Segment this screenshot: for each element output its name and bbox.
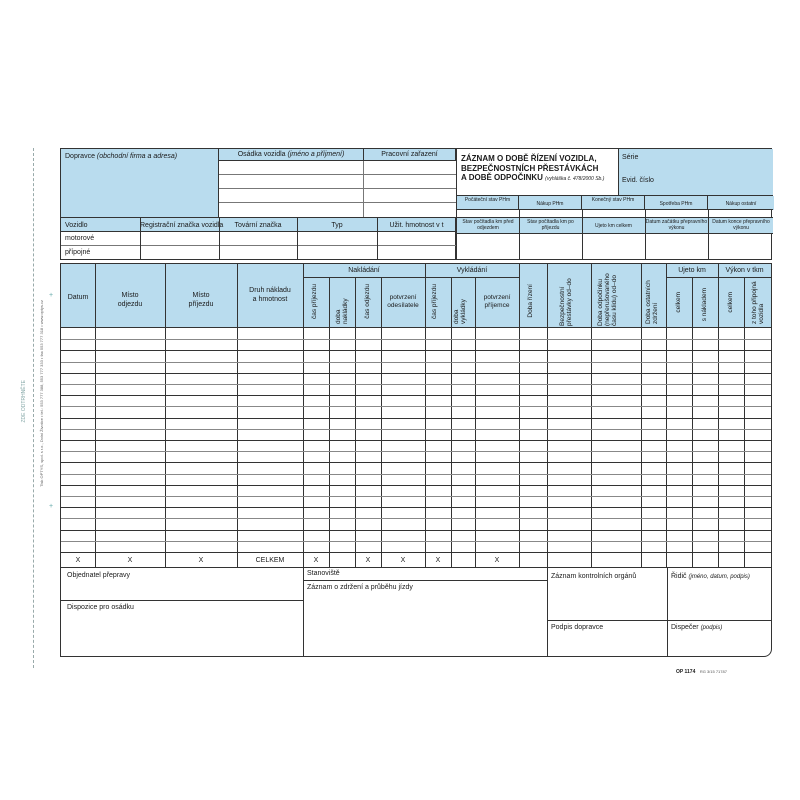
- cas-prijezdu-header: čas příjezdu: [311, 284, 318, 320]
- cas-odjezdu-header: čas odjezdu: [364, 284, 371, 319]
- doba-odpocinku-header: Doba odpočinku (nepřerušovaného času klidu) od–do: [597, 273, 618, 326]
- nakladani-header: Nakládání: [348, 267, 380, 274]
- dispecer-label-row: [671, 624, 722, 632]
- registracni-label: Registrační značka vozidla: [140, 222, 224, 229]
- doba-rizeni-header: Doba řízení: [527, 284, 534, 318]
- pracovni-header: [364, 149, 456, 161]
- total-x-cas-prijezdu: X: [313, 557, 319, 564]
- bezp-prestavky-header: Bezpečnostní přestávky od–do: [559, 278, 573, 326]
- dopravce-label: Dopravce: [65, 153, 95, 160]
- serie-label: Série: [622, 154, 639, 161]
- form-code: [676, 660, 727, 678]
- doba-vykladky-header: doba vykládky: [453, 299, 467, 324]
- form-code-small: RG 3/15 71787: [699, 669, 727, 674]
- stav-values[interactable]: [456, 233, 773, 259]
- misto-odjezdu-header: Místo odjezdu: [117, 292, 143, 308]
- main-table: [60, 263, 772, 657]
- print-info: [38, 300, 48, 500]
- stanoviste-label: Stanoviště: [307, 570, 340, 577]
- s-nakladem-header: s nákladem: [701, 288, 708, 322]
- vozidlo-header-row: [61, 217, 456, 231]
- vykon-tkm-header: Výkon v tkm: [725, 267, 764, 274]
- objednatel-label: Objednatel přepravy: [67, 572, 131, 579]
- phm-cell-0: Počáteční stav PHm: [457, 196, 519, 210]
- ridic-label-row: [671, 573, 750, 581]
- ridic-note: (jméno, datum, podpis): [688, 574, 750, 580]
- serie-box[interactable]: [618, 149, 773, 195]
- phm-cell-1: Nákup PHm: [519, 196, 582, 210]
- cross-mark-bottom: +: [49, 503, 54, 510]
- form-title-line-3: A DOBĚ ODPOČINKU (vyhláška č. 478/2000 Sb.): [461, 173, 605, 182]
- osadka-header: [219, 149, 364, 161]
- top-section: [60, 148, 772, 260]
- total-celkem: CELKEM: [255, 557, 285, 564]
- tovarni-label: Tovární značka: [234, 222, 282, 229]
- cas-prijezdu2-header: čas příjezdu: [431, 284, 438, 320]
- vykladani-header: Vykládání: [456, 267, 488, 274]
- bottom-section: [61, 568, 771, 656]
- dispecer-label: Dispečer: [671, 624, 699, 631]
- ridic-label: Řidič: [671, 573, 687, 580]
- cross-mark-top: +: [49, 292, 54, 299]
- druh-header: Druh nákladu a hmotnost: [249, 287, 291, 303]
- tear-label-text: ZDE ODTRHNĚTE: [21, 380, 27, 423]
- phm-cell-2: Konečný stav PHm: [582, 196, 645, 210]
- stav-cell-3: Datum začátku přepravního výkonu: [645, 219, 708, 231]
- phm-values[interactable]: [456, 209, 773, 217]
- form-title-box: [456, 149, 618, 195]
- total-x-prijemce: X: [494, 557, 500, 564]
- pracovni-label: Pracovní zařazení: [381, 151, 438, 158]
- kontrolni-label: Záznam kontrolních orgánů: [551, 573, 637, 580]
- dopravce-note: (obchodní firma a adresa): [96, 153, 178, 160]
- z-toho-header: z toho připojná vozidla: [751, 281, 765, 324]
- misto-prijezdu-header: Místo příjezdu: [188, 292, 214, 308]
- stav-header-row: [456, 217, 773, 233]
- doba-nakladky-header: doba nakládky: [335, 298, 349, 324]
- form-title-line-1: ZÁZNAM O DOBĚ ŘÍZENÍ VOZIDLA,: [461, 154, 597, 163]
- stav-cell-0: Stav počítadla km před odjezdem: [462, 219, 514, 231]
- zaznam-zdrzeni-label: Záznam o zdržení a průběhu jízdy: [307, 584, 413, 591]
- osadka-label: Osádka vozidla: [237, 151, 286, 158]
- total-x-cas-odjezdu: X: [365, 557, 371, 564]
- vozidlo-rows[interactable]: [61, 231, 456, 259]
- celkem2-header: celkem: [727, 292, 734, 313]
- total-x-odesilatel: X: [400, 557, 406, 564]
- total-x-odjezd: X: [127, 557, 133, 564]
- hmotnost-label: Užit. hmotnost v t: [389, 222, 444, 229]
- ujeto-km-header: Ujeto km: [678, 267, 706, 274]
- stav-cell-4: Datum konce přepravního výkonu: [712, 219, 770, 231]
- tear-line: [33, 148, 34, 668]
- dopravce-label-row: [65, 153, 177, 161]
- form-title: [461, 154, 604, 185]
- podpis-dopravce-label: Podpis dopravce: [551, 624, 604, 631]
- celkem-header: celkem: [675, 292, 682, 313]
- stav-cell-2: Ujeto km celkem: [595, 223, 632, 229]
- stav-cell-1: Stav počítadla km po příjezdu: [527, 219, 574, 231]
- totals-row: [61, 552, 771, 568]
- typ-label: Typ: [331, 222, 343, 229]
- data-rows[interactable]: [61, 328, 771, 552]
- dopravce-box[interactable]: [61, 149, 219, 217]
- potvrzeni-odesilatele-header: potvrzení odesílatele: [387, 294, 419, 309]
- phm-cell-3: Spotřeba PHm: [645, 196, 708, 210]
- form-code-main: OP 1174: [676, 669, 696, 675]
- osadka-note: (jméno a příjmení): [287, 151, 345, 158]
- dispozice-label: Dispozice pro osádku: [67, 604, 134, 611]
- datum-header: Datum: [67, 294, 89, 301]
- total-x-prijezd: X: [198, 557, 204, 564]
- potvrzeni-prijemce-header: potvrzení příjemce: [483, 294, 511, 309]
- phm-cell-4: Nákup ostatní: [708, 196, 774, 210]
- form-title-line-2: BEZPEČNOSTNÍCH PŘESTÁVKÁCH: [461, 163, 599, 173]
- osadka-rows[interactable]: [219, 161, 456, 217]
- motorove-label: motorové: [65, 235, 95, 242]
- pripojne-label: přípojné: [65, 249, 91, 256]
- dispecer-note: (podpis): [700, 625, 723, 631]
- total-x-cas-prijezdu2: X: [435, 557, 441, 564]
- tear-label: [21, 380, 31, 440]
- vyhlaska-note: (vyhláška č. 478/2000 Sb.): [545, 176, 605, 182]
- print-info-text: Tisk OPTYS, spol. s r.o., Dolní Životice • tel.: 553 777 388, 553 777 333 • fax 553 777 318 • www.optys.cz: [39, 300, 44, 487]
- phm-row: [456, 195, 773, 209]
- vozidlo-label: Vozidlo: [65, 222, 88, 229]
- evid-label: Evid. číslo: [622, 177, 654, 184]
- total-x-datum: X: [75, 557, 81, 564]
- doba-ostatnich-header: Doba ostatních zdržení: [645, 280, 659, 324]
